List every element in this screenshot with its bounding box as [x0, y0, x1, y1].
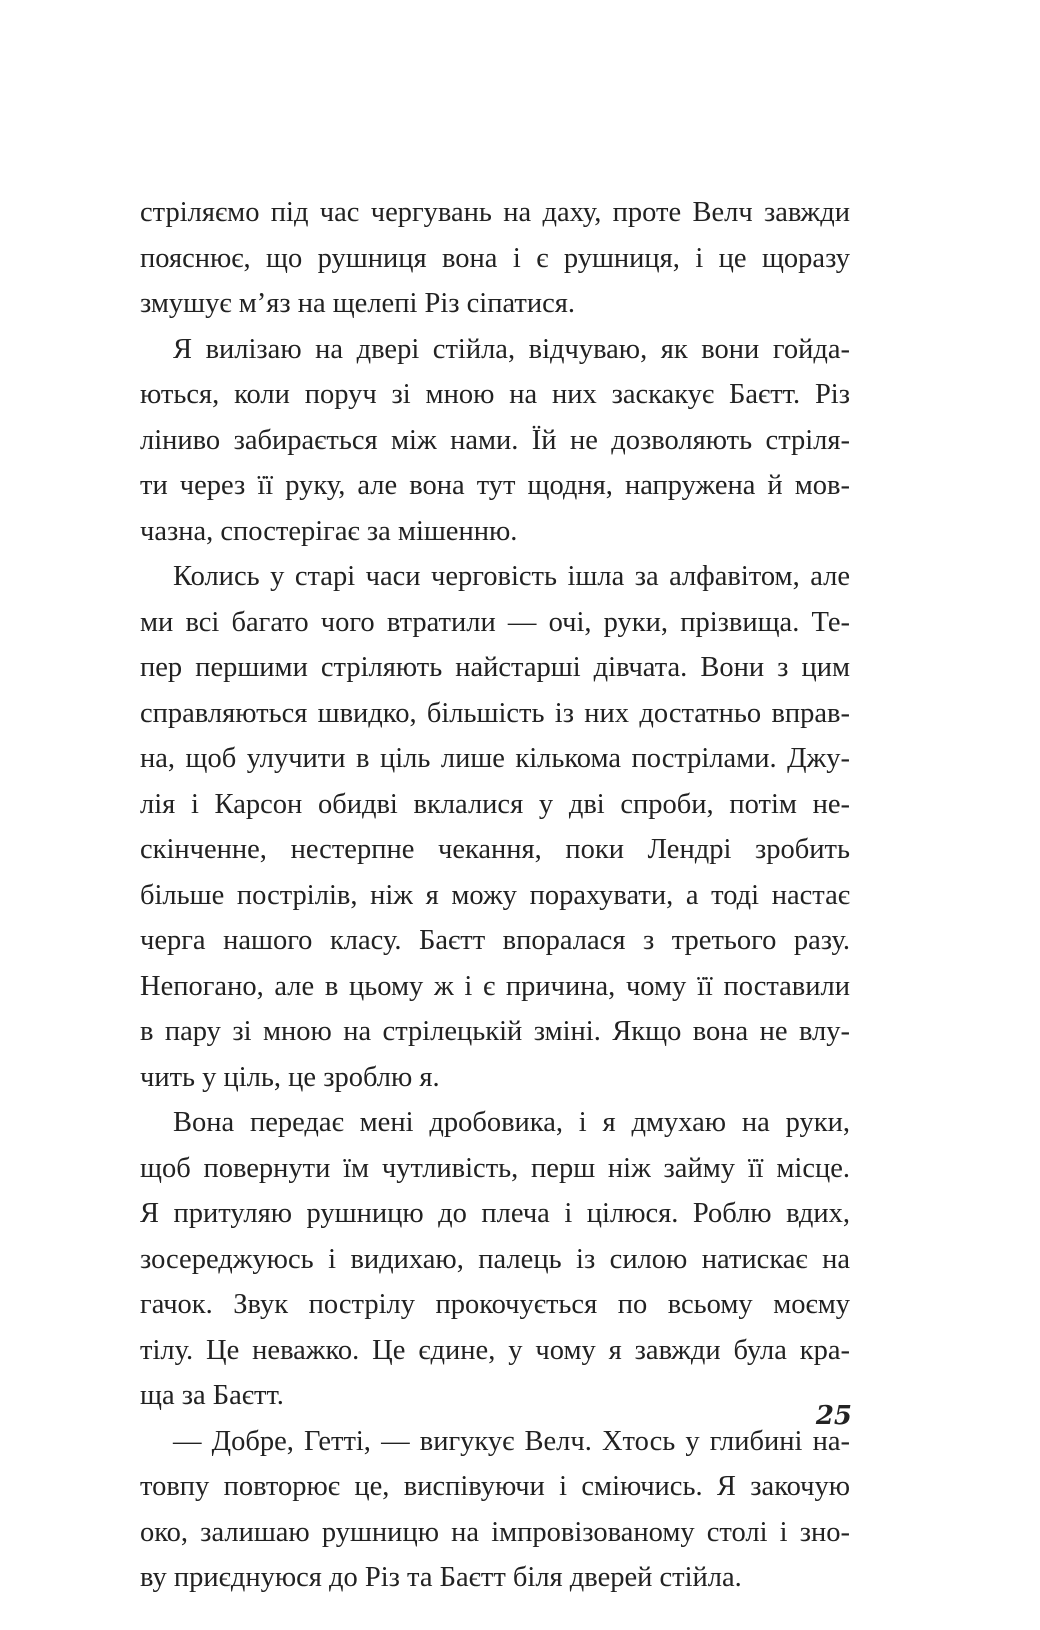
- text-line: стріляємо під час чергувань на даху, проте Велч завжди: [140, 197, 850, 228]
- text-line: Непогано, але в цьому ж і є причина, чому її поставили: [140, 970, 850, 1002]
- page-number: 25: [815, 1401, 852, 1431]
- text-line: черга нашого класу. Баєтт впоралася з третього разу.: [140, 925, 850, 956]
- text-line: ми всі багато чого втратили — очі, руки, прізвища. Те-: [140, 606, 850, 638]
- text-line: пер першими стріляють найстарші дівчата. Вони з цим: [140, 652, 850, 683]
- text-line: зосереджуюсь і видихаю, палець із силою натискає на: [140, 1243, 850, 1275]
- text-line: око, залишаю рушницю на імпровізованому столі і зно-: [140, 1516, 850, 1548]
- text-line: скінченне, нестерпне чекання, поки Лендрі зробить: [140, 834, 850, 865]
- text-line: ща за Баєтт.: [140, 1380, 284, 1411]
- text-line: Колись у старі часи черговість ішла за алфавітом, але: [173, 561, 850, 592]
- text-line: товпу повторює це, виспівуючи і сміючись. Я закочую: [140, 1471, 850, 1502]
- text-line: чазна, спостерігає за мішенню.: [140, 515, 518, 547]
- text-line: лія і Карсон обидві вклалися у дві спроби, потім не-: [140, 788, 850, 820]
- text-line: ву приєднуюся до Різ та Баєтт біля дверей стійла.: [140, 1562, 742, 1593]
- text-line: — Добре, Гетті, — вигукує Велч. Хтось у глибині на-: [173, 1425, 850, 1457]
- text-line: в пару зі мною на стрілецькій зміні. Якщо вона не влу-: [140, 1016, 850, 1047]
- body-text: [140, 190, 850, 1601]
- text-line: ти через її руку, але вона тут щодня, напружена й мов-: [140, 470, 850, 501]
- text-line: пояснює, що рушниця вона і є рушниця, і це щоразу: [140, 242, 850, 274]
- text-line: більше пострілів, ніж я можу порахувати, а тоді настає: [140, 879, 850, 911]
- text-line: тілу. Це неважко. Це єдине, у чому я завжди була кра-: [140, 1334, 850, 1366]
- text-line: гачок. Звук пострілу прокочується по всьому моєму: [140, 1289, 850, 1320]
- text-line: щоб повернути їм чутливість, перш ніж займу її місце.: [140, 1152, 850, 1184]
- text-line: справляються швидко, більшість із них достатньо вправ-: [140, 697, 850, 729]
- text-line: на, щоб улучити в ціль лише кількома пострілами. Джу-: [140, 743, 850, 774]
- text-line: Я вилізаю на двері стійла, відчуваю, як вони гойда-: [173, 333, 850, 365]
- text-line: ються, коли поруч зі мною на них заскакує Баєтт. Різ: [140, 379, 850, 410]
- text-line: Я притуляю рушницю до плеча і цілюся. Роблю вдих,: [140, 1198, 850, 1229]
- text-line: чить у ціль, це зроблю я.: [140, 1061, 440, 1093]
- text-line: змушує м’яз на щелепі Різ сіпатися.: [140, 288, 575, 319]
- text-line: ліниво забирається між нами. Їй не дозволяють стріля-: [140, 424, 850, 456]
- text-line: Вона передає мені дробовика, і я дмухаю на руки,: [173, 1107, 850, 1138]
